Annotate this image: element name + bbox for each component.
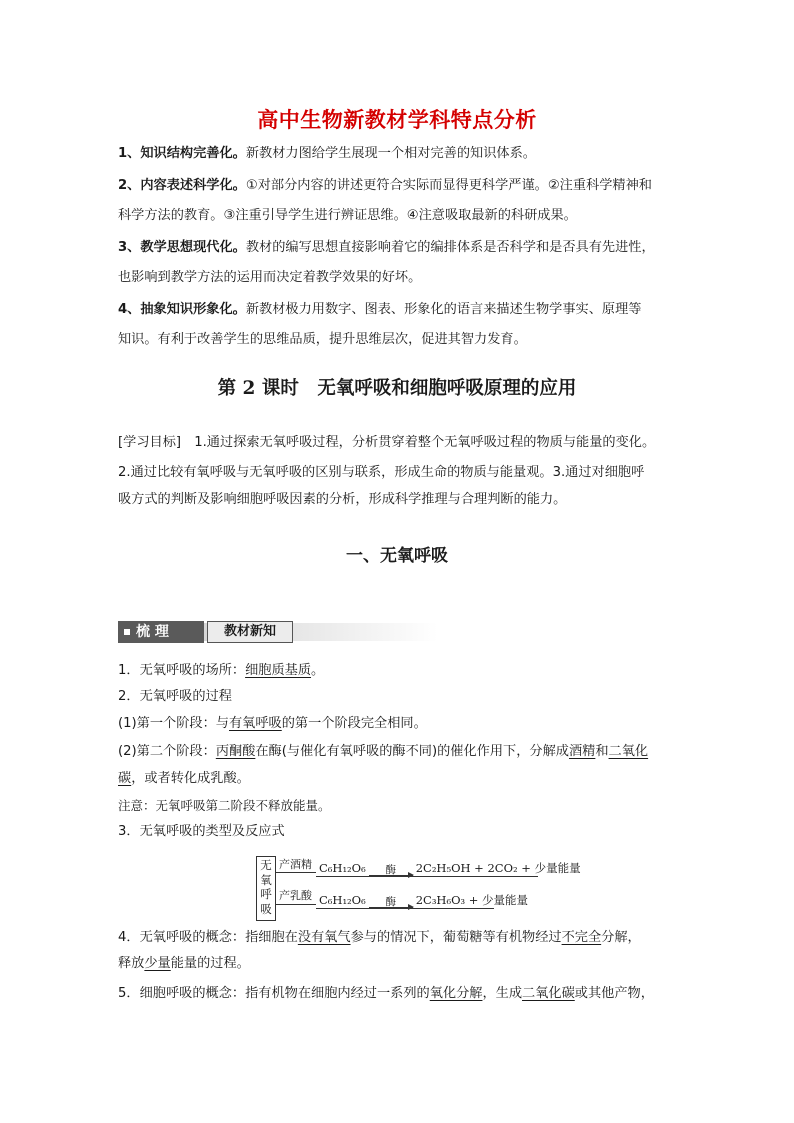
eq-products: 2C₃H₆O₃ + 少量能量 [415,893,529,907]
item-1-prefix: 1．无氧呼吸的场所： [118,663,246,678]
point-3-text-1: 教材的编写思想直接影响着它的编排体系是否科学和是否具有先进性， [245,240,655,255]
item-5-answer-2: 二氧化碳 [522,986,575,1001]
point-4-line-1 [118,300,642,320]
banner-label: 教材新知 [207,621,293,643]
point-2-text-1: ①对部分内容的讲述更符合实际而显得更科学严谨。②注重科学精神和 [245,178,652,193]
enzyme-label: 酶 [385,864,396,876]
equation-alcohol [319,860,581,876]
box-char: 吸 [260,901,272,916]
banner-tag [118,621,204,643]
arrow-icon [369,897,413,908]
branch-line [276,904,316,905]
item-2-1 [118,714,427,734]
item-4-suffix: 分解， [601,930,641,945]
note: 注意：无氧呼吸第二阶段不释放能量。 [118,798,331,813]
item-4-l2-suffix: 能量的过程。 [170,956,250,971]
item-2-1-prefix: (1)第一个阶段：与 [118,716,229,731]
point-3-line-2: 也影响到教学方法的运用而决定着教学效果的好坏。 [118,270,422,285]
anaerobic-box [256,856,276,921]
item-2-1-answer: 有氧呼吸 [229,716,282,731]
arrow-icon [369,865,413,876]
section-banner [118,621,438,643]
item-2-2-mid: 在酶(与催化有氧呼吸的酶不同)的催化作用下，分解成 [255,744,569,759]
item-2-2-prefix: (2)第二个阶段： [118,744,216,759]
point-2-head: 2、内容表述科学化。 [118,178,246,193]
lesson-title: 第 2 课时 无氧呼吸和细胞呼吸原理的应用 [217,378,577,399]
item-4-answer-2: 不完全 [561,930,602,945]
item-5-suffix: 或其他产物， [574,986,654,1001]
equation-lactic [319,892,528,908]
enzyme-label: 酶 [385,896,396,908]
item-2-1-suffix: 的第一个阶段完全相同。 [281,716,427,731]
eq-products: 2C₂H₅OH + 2CO₂ + 少量能量 [415,861,581,875]
item-4-l2-prefix: 释放 [118,956,145,971]
item-2-2-line-1 [118,742,648,762]
point-1-line-1 [118,144,536,164]
point-4-text-1: 新教材极力用数字、图表、形象化的语言来描述生物学事实、原理等 [245,302,642,317]
banner-tag-text: 梳 理 [136,624,169,640]
item-5-mid: ，生成 [482,986,523,1001]
point-4-head: 4、抽象知识形象化。 [118,302,246,317]
item-2-2-line-2 [118,769,250,789]
section-title: 一、无氧呼吸 [346,546,448,566]
point-1-head: 1、知识结构完善化。 [118,146,246,161]
branch-label-alcohol: 产酒精 [279,858,312,871]
eq-reactant: C₆H₁₂O₆ [319,861,366,875]
square-icon [124,629,130,635]
item-4-answer-1: 没有氧气 [297,930,351,945]
item-4-line-2 [118,954,250,974]
item-2: 2．无氧呼吸的过程 [118,689,232,704]
item-2-2-answer-2: 酒精 [568,744,596,759]
item-1 [118,661,324,681]
item-5 [118,984,654,1004]
point-2-line-2: 科学方法的教育。③注重引导学生进行辨证思维。④注意吸取最新的科研成果。 [118,208,577,223]
equation-underline [316,876,538,877]
item-3: 3．无氧呼吸的类型及反应式 [118,824,285,839]
box-char: 呼 [260,887,272,901]
item-1-suffix: 。 [311,663,325,678]
item-2-2-answer-1: 丙酮酸 [215,744,256,759]
document-title: 高中生物新教材学科特点分析 [257,108,537,132]
point-3-line-1 [118,238,655,258]
item-5-answer-1: 氧化分解 [429,986,483,1001]
equation-underline [316,908,494,909]
item-1-answer: 细胞质基质 [245,663,312,678]
item-4-answer-3: 少量 [144,956,171,971]
item-4-mid: 参与的情况下，葡萄糖等有机物经过 [350,930,562,945]
item-2-2-rest: ，或者转化成乳酸。 [131,771,250,786]
branch-label-lactic: 产乳酸 [279,889,312,902]
branch-line [276,872,316,873]
item-2-2-answer-3: 二氧化 [608,744,649,759]
point-4-line-2: 知识。有利于改善学生的思维品质，提升思维层次，促进其智力发育。 [118,332,527,347]
objectives-line-3: 吸方式的判断及影响细胞呼吸因素的分析，形成科学推理与合理判断的能力。 [118,492,567,507]
item-4-line-1 [118,928,641,948]
objectives-line-2: 2.通过比较有氧呼吸与无氧呼吸的区别与联系，形成生命的物质与能量观。3.通过对细胞呼 [118,465,645,480]
reaction-diagram [256,856,581,920]
point-2-line-1 [118,176,652,196]
objectives-line-1: [学习目标] 1.通过探索无氧呼吸过程，分析贯穿着整个无氧呼吸过程的物质与能量的变化。 [118,435,656,450]
item-4-prefix: 4．无氧呼吸的概念：指细胞在 [118,930,298,945]
eq-reactant: C₆H₁₂O₆ [319,893,366,907]
point-3-head: 3、教学思想现代化。 [118,240,246,255]
box-char: 氧 [260,872,272,887]
item-2-2-and: 和 [595,744,609,759]
box-char: 无 [260,858,272,872]
item-2-2-answer-3b: 碳 [118,771,132,786]
point-1-text: 新教材力图给学生展现一个相对完善的知识体系。 [245,146,536,161]
item-5-prefix: 5．细胞呼吸的概念：指有机物在细胞内经过一系列的 [118,986,430,1001]
